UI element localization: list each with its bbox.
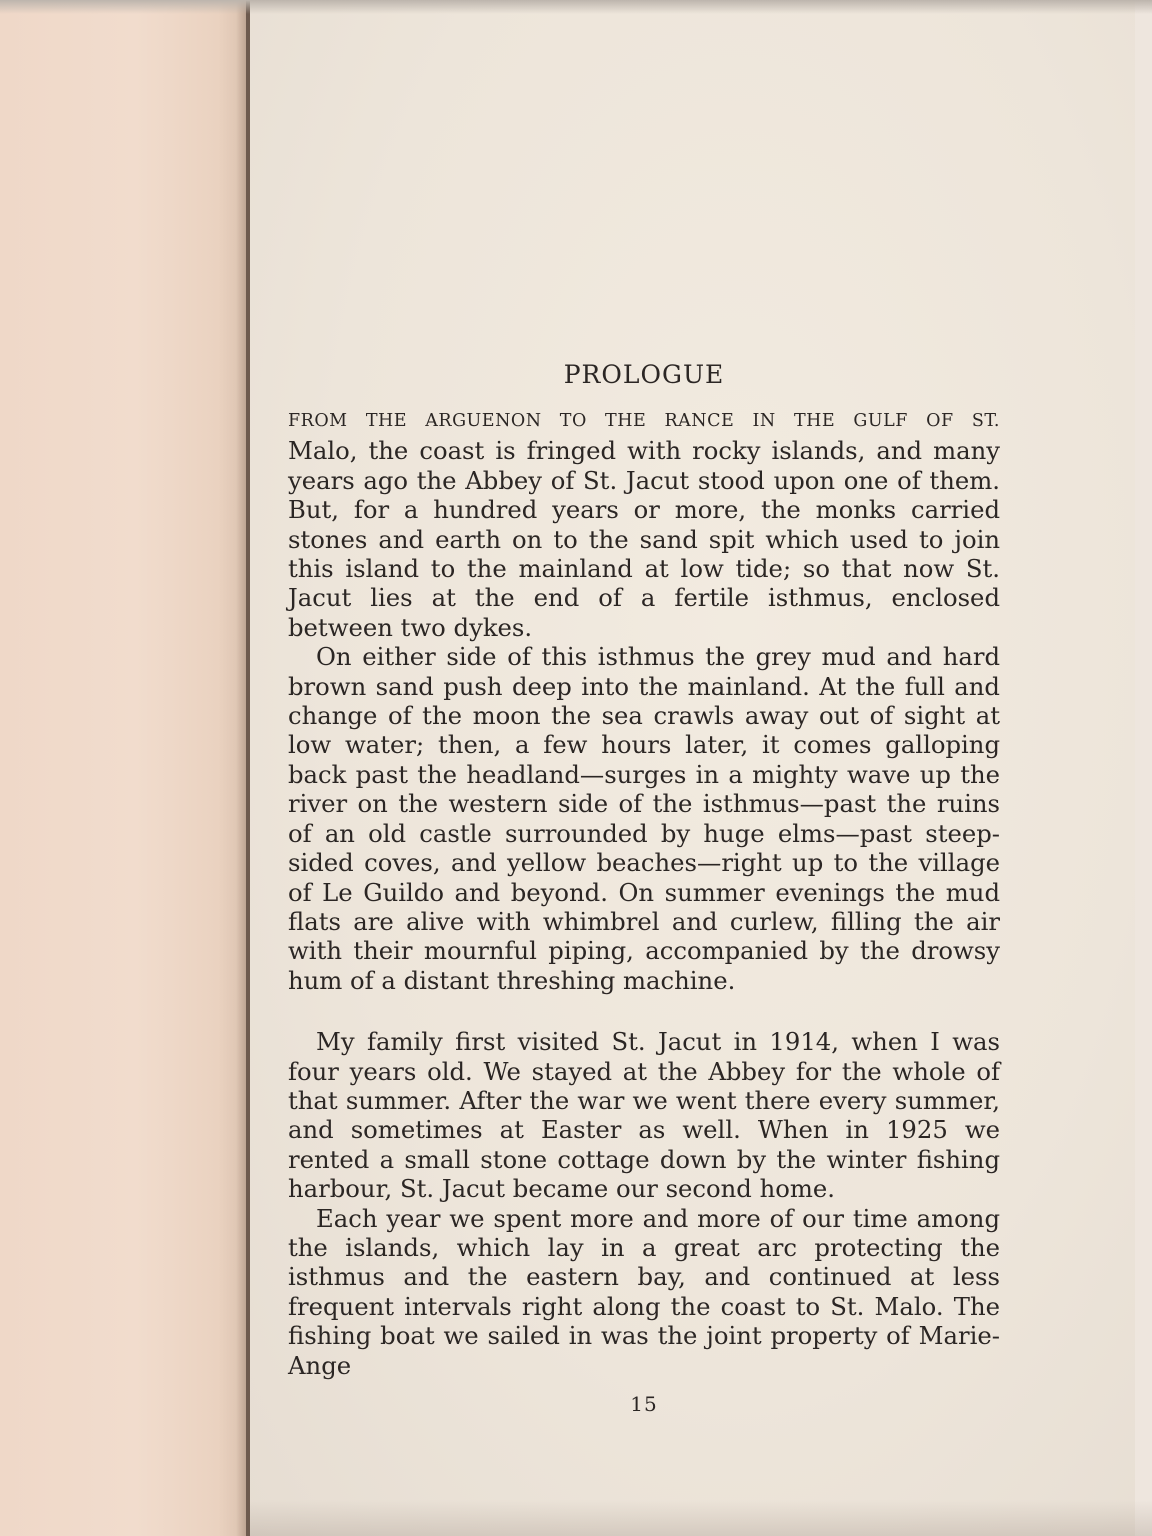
page-content [288, 360, 1000, 1416]
page-title: PROLOGUE [563, 360, 725, 389]
opening-small-caps: FROM THE ARGUENON TO THE RANCE IN THE GULF OF ST. [288, 411, 1000, 431]
section-break [288, 995, 1000, 1027]
paragraph-2: On either side of this isthmus the grey mud and hard brown sand push deep into the mainland. At the full and change of the moon the sea crawls away out of sight at low water; then, a few hours later, it comes galloping back past the headland—surges in a mighty wave up the river on the western side of the isthmus—past the ruins of an old castle surrounded by huge elms—past steep-sided coves, and yellow beaches—right up to the village of Le Guildo and beyond. On summer evenings the mud flats are alive with whimbrel and curlew, filling the air with their mournful piping, accompanied by the drowsy hum of a distant threshing machine. [288, 642, 1000, 995]
page-number: 15 [630, 1392, 658, 1416]
paragraph-4: Each year we spent more and more of our time among the islands, which lay in a great arc protecting the isthmus and the eastern bay, and continued at less frequent intervals right along the coast to St. Malo. The fishing boat we sailed in was the joint property of Marie-Ange [288, 1203, 1000, 1380]
left-page [0, 0, 248, 1536]
body-text [288, 407, 1000, 1380]
top-edge-shadow [0, 0, 1152, 14]
bottom-shadow [250, 1500, 1152, 1536]
paragraph-1: Malo, the coast is fringed with rocky islands, and many years ago the Abbey of St. Jacut stood upon one of them. But, for a hundred years or more, the monks carried stones and earth on to the sand spit which used to join this island to the mainland at low tide; so that now St. Jacut lies at the end of a fertile isthmus, enclosed between two dykes. [288, 436, 1000, 642]
paragraph-3: My family first visited St. Jacut in 1914, when I was four years old. We stayed at the Abbey for the whole of that summer. After the war we went there every summer, and sometimes at Easter as well. When in 1925 we rented a small stone cottage down by the winter fishing harbour, St. Jacut became our second home. [288, 1027, 1000, 1204]
